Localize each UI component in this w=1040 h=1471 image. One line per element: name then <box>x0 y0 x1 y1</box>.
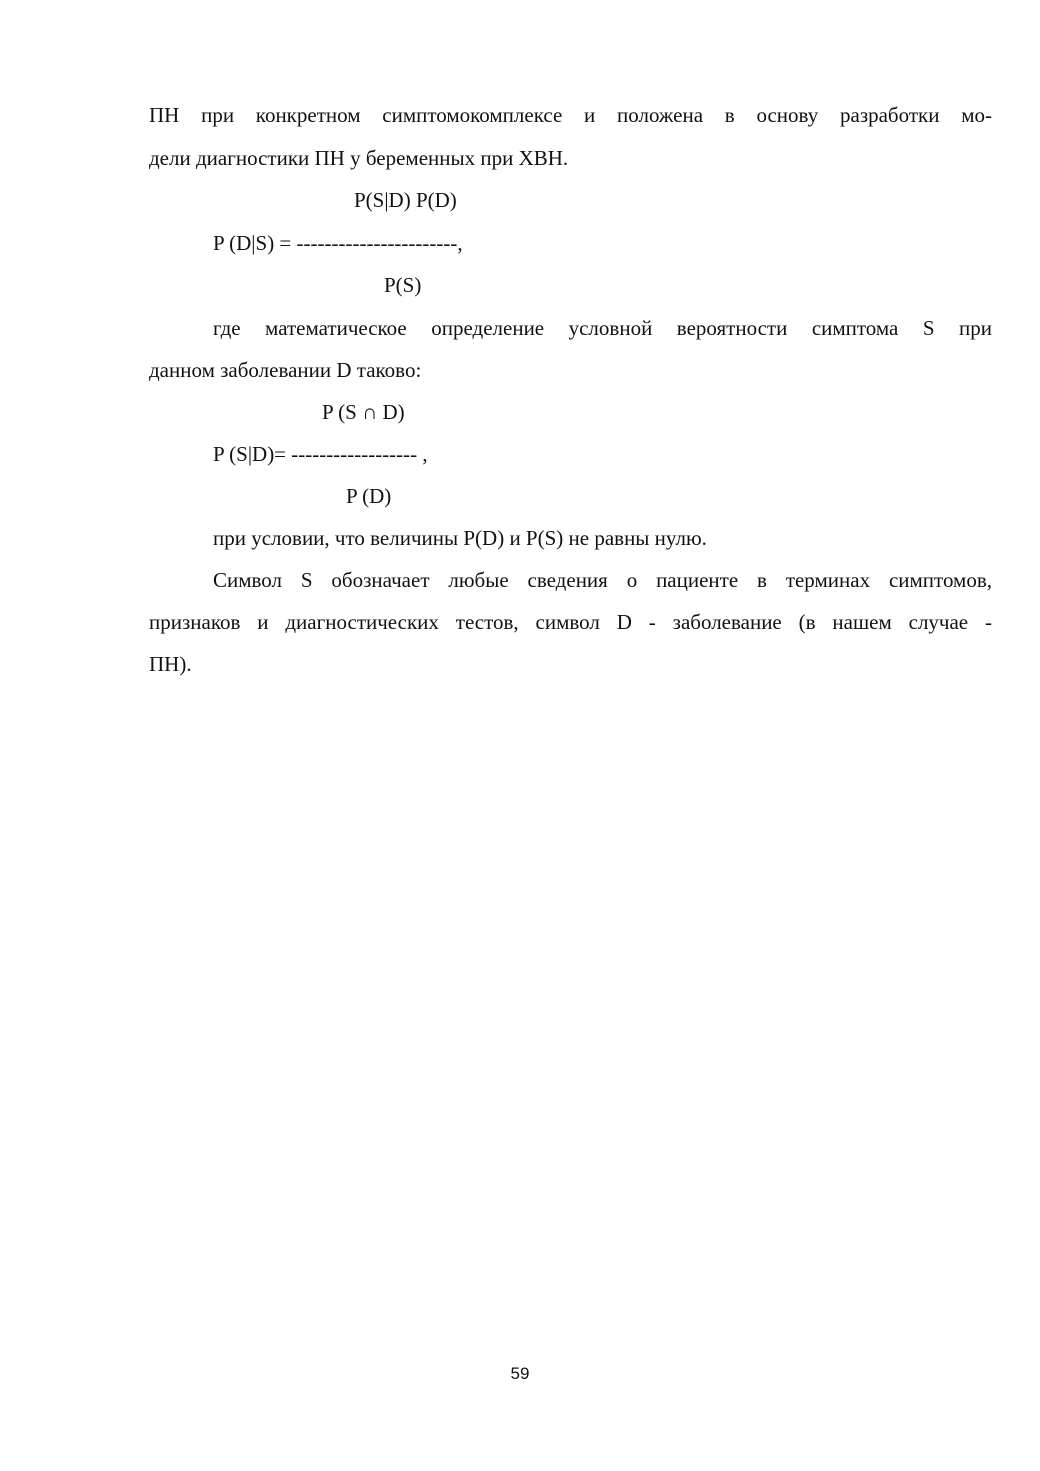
paragraph-condition: при условии, что величины P(D) и P(S) не равны нулю. <box>213 526 707 550</box>
conditional-formula-numerator: P (S ∩ D) <box>322 400 405 424</box>
conditional-formula-lhs: P (S|D)= ------------------ , <box>213 442 428 466</box>
paragraph-symbol-line-3: ПН). <box>149 652 192 676</box>
bayes-formula-lhs: P (D|S) = -----------------------, <box>213 231 463 255</box>
conditional-formula-denominator: P (D) <box>346 484 392 508</box>
page-number: 59 <box>510 1364 530 1383</box>
bayes-formula-numerator: P(S|D) P(D) <box>354 188 457 212</box>
paragraph-where-line-2: данном заболевании D таково: <box>149 358 422 382</box>
paragraph-where-line-1: где математическое определение условной вероятности симптома S при <box>213 316 992 340</box>
bayes-formula-denominator: P(S) <box>384 273 422 297</box>
paragraph-symbol-line-2: признаков и диагностических тестов, символ D - заболевание (в нашем случае - <box>149 610 992 634</box>
paragraph-symbol-line-1: Символ S обозначает любые сведения о пациенте в терминах симптомов, <box>213 568 992 592</box>
paragraph-continuation-line-2: дели диагностики ПН у беременных при ХВН. <box>149 146 569 170</box>
paragraph-continuation-line-1: ПН при конкретном симптомокомплексе и положена в основу разработки мо- <box>149 103 992 127</box>
